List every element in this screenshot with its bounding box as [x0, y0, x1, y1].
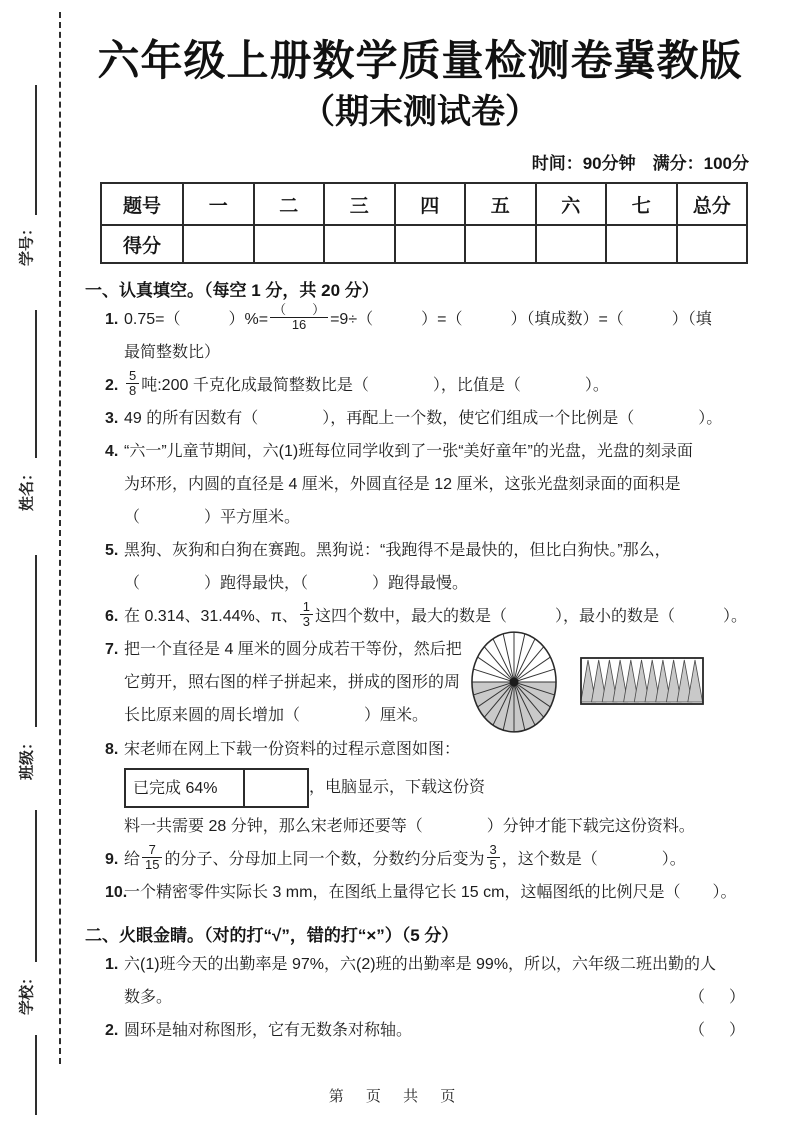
question-number: 8. [105, 741, 119, 759]
section1-heading-note: （每空 1 分，共 20 分） [204, 281, 379, 301]
fraction: $\frac{3}{5}$ [487, 843, 500, 874]
question-number: 5. [105, 542, 119, 560]
school-blank-line [35, 810, 37, 962]
question-2 [105, 369, 755, 402]
section1-heading [85, 276, 755, 301]
question-line: 把一个直径是 4 厘米的圆分成若干等份，然后把 [124, 641, 462, 659]
question-1 [105, 303, 755, 369]
student-id-blank-line [35, 85, 37, 215]
score-empty-cell [465, 225, 536, 263]
question-line: 黑狗、灰狗和白狗在赛跑。黑狗说：“我跑得不是最快的，但比白狗快。”那么， [124, 542, 671, 560]
score-header-cell: 五 [465, 183, 536, 225]
question-line: 数多。 [124, 989, 173, 1007]
question-number: 6. [105, 608, 119, 626]
question-number: 4. [105, 443, 119, 461]
progress-remaining-cell [245, 770, 307, 806]
question-number: 2. [105, 377, 119, 395]
question-line: 宋老师在网上下载一份资料的过程示意图如图： [124, 741, 461, 759]
section2-questions [105, 948, 755, 1047]
fraction: $\frac{7}{15}$ [142, 843, 162, 874]
score-header-cell: 题号 [101, 183, 183, 225]
fraction: $\frac{( )}{16}$ [270, 303, 328, 334]
question-number: 1. [105, 956, 119, 974]
section2-heading [85, 921, 755, 946]
score-header-cell: 三 [324, 183, 395, 225]
question-3 [105, 402, 755, 435]
paper-subtitle: （期末测试卷） [301, 93, 539, 132]
section1-heading-text: 一、认真填空。 [85, 281, 204, 301]
score-table-score-row [101, 225, 747, 263]
score-empty-cell [324, 225, 395, 263]
question-line: 最简整数比） [124, 344, 221, 362]
student-id-label: 学号： [18, 221, 36, 267]
question-line: 为环形，内圆的直径是 4 厘米，外圆直径是 12 厘米，这张光盘刻录面的面积是 [124, 476, 681, 494]
score-header-cell: 六 [536, 183, 607, 225]
score-row-label: 得分 [101, 225, 183, 263]
question-number: 1. [105, 311, 119, 329]
question-number: 10. [105, 884, 128, 902]
section2-heading-note: （对的打“√”，错的打“×”）（5 分） [204, 926, 459, 946]
score-empty-cell [254, 225, 325, 263]
paper-content [85, 0, 755, 1047]
score-header-cell: 二 [254, 183, 325, 225]
school-label: 学校： [18, 970, 36, 1016]
assembled-strip-figure [580, 657, 704, 705]
question-line: 0.75=（ ）%= $\frac{( )}{16}$ =9÷（ ）=（ ）（填成数）=（ ）（填 [124, 301, 712, 333]
question-number: 9. [105, 851, 119, 869]
paper-title: 六年级上册数学质量检测卷冀教版 [97, 37, 743, 84]
question-line: 六(1)班今天的出勤率是 97%，六(2)班的出勤率是 99%，所以，六年级二班出勤的人 [124, 956, 717, 974]
question-line: $\frac{5}{8}$ 吨:200 千克化成最简整数比是（ ），比值是（ ）。 [124, 369, 755, 402]
question-line: 已完成 64% ，电脑显示，下载这份资 [124, 766, 755, 810]
circle-sectors-figure [470, 629, 558, 735]
question-line: “六一”儿童节期间，六(1)班每位同学收到了一张“美好童年”的光盘，光盘的刻录面 [124, 443, 693, 461]
question-2 [105, 1014, 755, 1047]
question-8 [105, 733, 755, 843]
question-line: 给 $\frac{7}{15}$ 的分子、分母加上同一个数，分数约分后变为 $\frac{3}{5}$ ，这个数是（ ）。 [124, 841, 686, 873]
score-empty-cell [677, 225, 748, 263]
question-line: 49 的所有因数有（ ），再配上一个数，使它们组成一个比例是（ ）。 [124, 410, 723, 428]
score-header-cell: 总分 [677, 183, 748, 225]
score-empty-cell [606, 225, 677, 263]
question-line: 料一共需要 28 分钟，那么宋老师还要等（ ）分钟才能下载完这份资料。 [124, 818, 695, 836]
class-label: 班级： [18, 735, 36, 781]
seal-dashed-line [59, 12, 61, 1064]
score-header-cell: 七 [606, 183, 677, 225]
question-10 [105, 876, 755, 909]
score-table [100, 182, 748, 264]
page-footer: 第 页 共 页 [328, 1088, 465, 1105]
name-blank-line [35, 310, 37, 458]
fraction: $\frac{5}{8}$ [126, 369, 139, 400]
question-line: 在 0.314、31.44%、π、 $\frac{1}{3}$ 这四个数中，最大的数是（ ），最小的数是（ ）。 [124, 598, 748, 630]
question-1 [105, 948, 755, 1014]
name-label: 姓名： [18, 466, 36, 512]
score-empty-cell [183, 225, 254, 263]
score-empty-cell [536, 225, 607, 263]
progress-done-cell: 已完成 64% [126, 770, 245, 806]
score-empty-cell [395, 225, 466, 263]
fraction: $\frac{1}{3}$ [300, 600, 313, 631]
question-line: 它剪开，照右图的样子拼起来，拼成的图形的周 [124, 674, 461, 692]
time-score-meta: 时间：90分钟 满分：100分 [531, 154, 749, 174]
section1-questions [105, 303, 755, 909]
question-line: 长比原来圆的周长增加（ ）厘米。 [124, 707, 429, 725]
question-4 [105, 435, 755, 534]
q7-illustration [470, 629, 704, 735]
question-line: 圆环是轴对称图形，它有无数条对称轴。 [124, 1022, 413, 1040]
question-line: （ ）跑得最快，（ ）跑得最慢。 [124, 575, 469, 593]
score-header-cell: 一 [183, 183, 254, 225]
question-line: （ ）平方厘米。 [124, 509, 301, 527]
question-number: 7. [105, 641, 119, 659]
question-5 [105, 534, 755, 600]
question-number: 3. [105, 410, 119, 428]
score-header-cell: 四 [395, 183, 466, 225]
question-line: 一个精密零件实际长 3 mm，在图纸上量得它长 15 cm，这幅图纸的比例尺是（ ）。 [124, 884, 737, 902]
question-number: 2. [105, 1022, 119, 1040]
true-false-blank: （ ） [688, 1022, 749, 1040]
question-9 [105, 843, 755, 876]
section2-heading-text: 二、火眼金睛。 [85, 926, 204, 946]
class-blank-line [35, 555, 37, 727]
download-progress-bar [124, 768, 309, 808]
score-table-header-row [101, 183, 747, 225]
true-false-blank: （ ） [688, 989, 749, 1007]
question-7 [105, 633, 755, 733]
